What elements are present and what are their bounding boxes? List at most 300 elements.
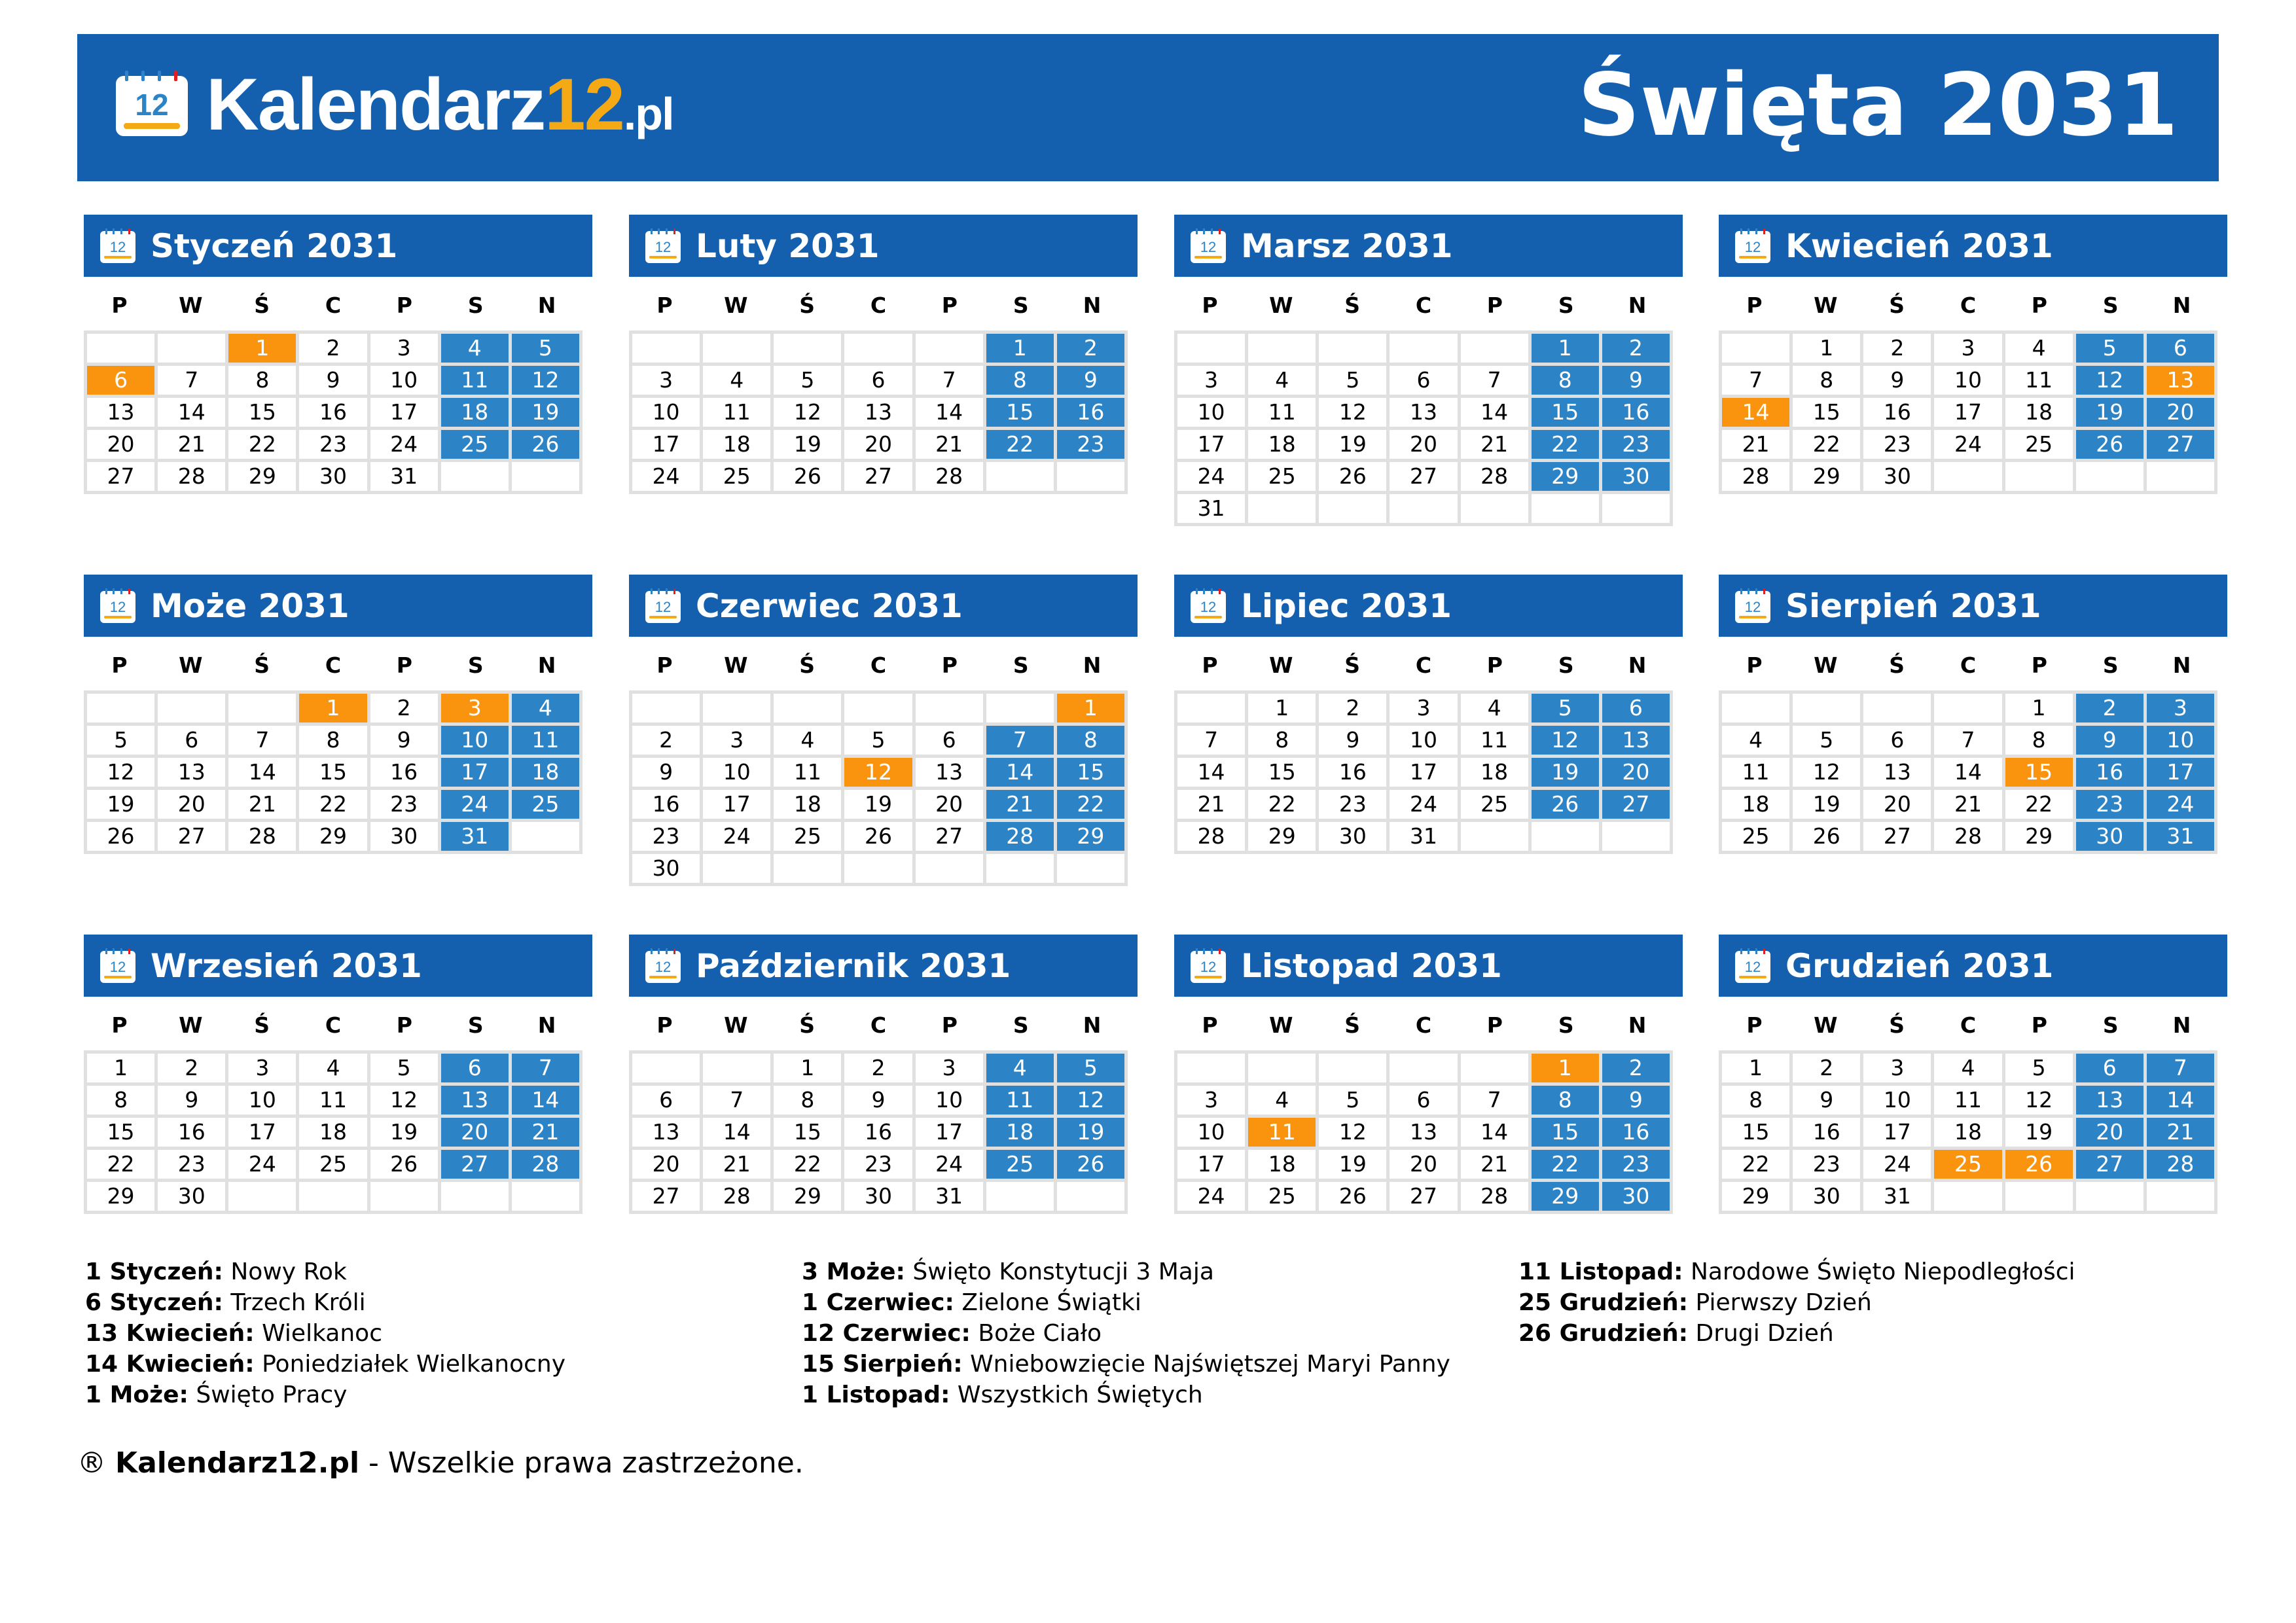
day-cell[interactable]: 4 bbox=[2005, 334, 2073, 363]
weekend-day-cell[interactable]: 8 bbox=[986, 366, 1054, 395]
day-cell[interactable]: 17 bbox=[632, 430, 700, 459]
day-cell[interactable]: 29 bbox=[1722, 1182, 1789, 1211]
day-cell[interactable]: 11 bbox=[703, 398, 770, 427]
weekend-day-cell[interactable]: 19 bbox=[1532, 758, 1599, 787]
day-cell[interactable]: 16 bbox=[844, 1118, 912, 1147]
day-cell[interactable]: 12 bbox=[2005, 1086, 2073, 1115]
day-cell[interactable]: 26 bbox=[844, 822, 912, 851]
day-cell[interactable]: 7 bbox=[1934, 726, 2001, 755]
day-cell[interactable]: 27 bbox=[916, 822, 983, 851]
day-cell[interactable]: 6 bbox=[844, 366, 912, 395]
weekend-day-cell[interactable]: 2 bbox=[1602, 334, 1670, 363]
weekend-day-cell[interactable]: 8 bbox=[1532, 1086, 1599, 1115]
day-cell[interactable]: 15 bbox=[774, 1118, 841, 1147]
day-cell[interactable]: 6 bbox=[916, 726, 983, 755]
weekend-day-cell[interactable]: 1 bbox=[986, 334, 1054, 363]
weekend-day-cell[interactable]: 12 bbox=[1532, 726, 1599, 755]
day-cell[interactable]: 14 bbox=[703, 1118, 770, 1147]
day-cell[interactable]: 13 bbox=[844, 398, 912, 427]
day-cell[interactable]: 11 bbox=[2005, 366, 2073, 395]
day-cell[interactable]: 9 bbox=[1319, 726, 1386, 755]
weekend-day-cell[interactable]: 23 bbox=[1057, 430, 1124, 459]
day-cell[interactable]: 4 bbox=[774, 726, 841, 755]
weekend-day-cell[interactable]: 14 bbox=[512, 1086, 579, 1115]
day-cell[interactable]: 6 bbox=[1390, 366, 1457, 395]
day-cell[interactable]: 14 bbox=[916, 398, 983, 427]
day-cell[interactable]: 31 bbox=[1863, 1182, 1931, 1211]
day-cell[interactable]: 30 bbox=[370, 822, 438, 851]
day-cell[interactable]: 11 bbox=[1248, 398, 1316, 427]
day-cell[interactable]: 4 bbox=[703, 366, 770, 395]
day-cell[interactable]: 1 bbox=[2005, 694, 2073, 722]
day-cell[interactable]: 19 bbox=[1793, 790, 1860, 819]
day-cell[interactable]: 2 bbox=[632, 726, 700, 755]
day-cell[interactable]: 9 bbox=[1793, 1086, 1860, 1115]
day-cell[interactable]: 9 bbox=[299, 366, 367, 395]
weekend-day-cell[interactable]: 31 bbox=[441, 822, 509, 851]
day-cell[interactable]: 7 bbox=[158, 366, 225, 395]
day-cell[interactable]: 14 bbox=[1461, 1118, 1528, 1147]
day-cell[interactable]: 13 bbox=[632, 1118, 700, 1147]
day-cell[interactable]: 16 bbox=[1793, 1118, 1860, 1147]
weekend-day-cell[interactable]: 13 bbox=[1602, 726, 1670, 755]
holiday-day-cell[interactable]: 11 bbox=[1248, 1118, 1316, 1147]
weekend-day-cell[interactable]: 25 bbox=[441, 430, 509, 459]
day-cell[interactable]: 8 bbox=[1722, 1086, 1789, 1115]
day-cell[interactable]: 28 bbox=[228, 822, 296, 851]
day-cell[interactable]: 21 bbox=[1934, 790, 2001, 819]
day-cell[interactable]: 11 bbox=[1934, 1086, 2001, 1115]
day-cell[interactable]: 21 bbox=[158, 430, 225, 459]
weekend-day-cell[interactable]: 20 bbox=[2147, 398, 2214, 427]
weekend-day-cell[interactable]: 15 bbox=[1532, 398, 1599, 427]
weekend-day-cell[interactable]: 4 bbox=[512, 694, 579, 722]
day-cell[interactable]: 4 bbox=[1248, 1086, 1316, 1115]
weekend-day-cell[interactable]: 11 bbox=[986, 1086, 1054, 1115]
day-cell[interactable]: 8 bbox=[299, 726, 367, 755]
day-cell[interactable]: 4 bbox=[1722, 726, 1789, 755]
day-cell[interactable]: 28 bbox=[703, 1182, 770, 1211]
day-cell[interactable]: 11 bbox=[774, 758, 841, 787]
weekend-day-cell[interactable]: 2 bbox=[2076, 694, 2144, 722]
day-cell[interactable]: 29 bbox=[2005, 822, 2073, 851]
day-cell[interactable]: 10 bbox=[1934, 366, 2001, 395]
day-cell[interactable]: 17 bbox=[916, 1118, 983, 1147]
day-cell[interactable]: 5 bbox=[1319, 1086, 1386, 1115]
day-cell[interactable]: 12 bbox=[1319, 398, 1386, 427]
day-cell[interactable]: 24 bbox=[370, 430, 438, 459]
weekend-day-cell[interactable]: 27 bbox=[2147, 430, 2214, 459]
weekend-day-cell[interactable]: 7 bbox=[2147, 1054, 2214, 1082]
day-cell[interactable]: 10 bbox=[1177, 1118, 1245, 1147]
weekend-day-cell[interactable]: 12 bbox=[2076, 366, 2144, 395]
day-cell[interactable]: 29 bbox=[87, 1182, 154, 1211]
weekend-day-cell[interactable]: 9 bbox=[1057, 366, 1124, 395]
weekend-day-cell[interactable]: 5 bbox=[2076, 334, 2144, 363]
weekend-day-cell[interactable]: 17 bbox=[2147, 758, 2214, 787]
day-cell[interactable]: 29 bbox=[228, 462, 296, 491]
day-cell[interactable]: 18 bbox=[1722, 790, 1789, 819]
holiday-day-cell[interactable]: 14 bbox=[1722, 398, 1789, 427]
day-cell[interactable]: 5 bbox=[1319, 366, 1386, 395]
day-cell[interactable]: 17 bbox=[370, 398, 438, 427]
weekend-day-cell[interactable]: 23 bbox=[2076, 790, 2144, 819]
day-cell[interactable]: 1 bbox=[774, 1054, 841, 1082]
day-cell[interactable]: 21 bbox=[1722, 430, 1789, 459]
day-cell[interactable]: 24 bbox=[1390, 790, 1457, 819]
weekend-day-cell[interactable]: 4 bbox=[986, 1054, 1054, 1082]
day-cell[interactable]: 23 bbox=[299, 430, 367, 459]
day-cell[interactable]: 27 bbox=[1863, 822, 1931, 851]
weekend-day-cell[interactable]: 6 bbox=[2147, 334, 2214, 363]
footer-brand[interactable]: Kalendarz12.pl bbox=[115, 1446, 360, 1480]
day-cell[interactable]: 22 bbox=[2005, 790, 2073, 819]
weekend-day-cell[interactable]: 5 bbox=[1057, 1054, 1124, 1082]
day-cell[interactable]: 7 bbox=[1461, 366, 1528, 395]
day-cell[interactable]: 10 bbox=[1863, 1086, 1931, 1115]
day-cell[interactable]: 11 bbox=[1461, 726, 1528, 755]
day-cell[interactable]: 14 bbox=[1461, 398, 1528, 427]
day-cell[interactable]: 24 bbox=[1863, 1150, 1931, 1179]
weekend-day-cell[interactable]: 28 bbox=[2147, 1150, 2214, 1179]
holiday-day-cell[interactable]: 13 bbox=[2147, 366, 2214, 395]
day-cell[interactable]: 4 bbox=[1248, 366, 1316, 395]
day-cell[interactable]: 16 bbox=[1863, 398, 1931, 427]
day-cell[interactable]: 27 bbox=[844, 462, 912, 491]
day-cell[interactable]: 2 bbox=[1319, 694, 1386, 722]
weekend-day-cell[interactable]: 7 bbox=[986, 726, 1054, 755]
day-cell[interactable]: 24 bbox=[1177, 1182, 1245, 1211]
weekend-day-cell[interactable]: 21 bbox=[2147, 1118, 2214, 1147]
weekend-day-cell[interactable]: 29 bbox=[1057, 822, 1124, 851]
day-cell[interactable]: 19 bbox=[2005, 1118, 2073, 1147]
weekend-day-cell[interactable]: 1 bbox=[1532, 334, 1599, 363]
day-cell[interactable]: 3 bbox=[703, 726, 770, 755]
weekend-day-cell[interactable]: 14 bbox=[2147, 1086, 2214, 1115]
day-cell[interactable]: 31 bbox=[1177, 494, 1245, 523]
weekend-day-cell[interactable]: 6 bbox=[441, 1054, 509, 1082]
weekend-day-cell[interactable]: 28 bbox=[512, 1150, 579, 1179]
day-cell[interactable]: 12 bbox=[1319, 1118, 1386, 1147]
day-cell[interactable]: 5 bbox=[774, 366, 841, 395]
day-cell[interactable]: 14 bbox=[1934, 758, 2001, 787]
holiday-day-cell[interactable]: 12 bbox=[844, 758, 912, 787]
holiday-day-cell[interactable]: 15 bbox=[2005, 758, 2073, 787]
day-cell[interactable]: 15 bbox=[1248, 758, 1316, 787]
day-cell[interactable]: 24 bbox=[228, 1150, 296, 1179]
day-cell[interactable]: 10 bbox=[370, 366, 438, 395]
weekend-day-cell[interactable]: 18 bbox=[512, 758, 579, 787]
day-cell[interactable]: 10 bbox=[1177, 398, 1245, 427]
weekend-day-cell[interactable]: 13 bbox=[441, 1086, 509, 1115]
day-cell[interactable]: 4 bbox=[1934, 1054, 2001, 1082]
weekend-day-cell[interactable]: 11 bbox=[512, 726, 579, 755]
day-cell[interactable]: 20 bbox=[1390, 430, 1457, 459]
weekend-day-cell[interactable]: 22 bbox=[1532, 430, 1599, 459]
weekend-day-cell[interactable]: 24 bbox=[2147, 790, 2214, 819]
day-cell[interactable]: 9 bbox=[370, 726, 438, 755]
site-logo[interactable] bbox=[113, 63, 673, 145]
day-cell[interactable]: 25 bbox=[774, 822, 841, 851]
weekend-day-cell[interactable]: 9 bbox=[2076, 726, 2144, 755]
weekend-day-cell[interactable]: 20 bbox=[2076, 1118, 2144, 1147]
weekend-day-cell[interactable]: 20 bbox=[1602, 758, 1670, 787]
day-cell[interactable]: 29 bbox=[299, 822, 367, 851]
day-cell[interactable]: 21 bbox=[1177, 790, 1245, 819]
weekend-day-cell[interactable]: 22 bbox=[986, 430, 1054, 459]
day-cell[interactable]: 15 bbox=[228, 398, 296, 427]
day-cell[interactable]: 10 bbox=[1390, 726, 1457, 755]
day-cell[interactable]: 30 bbox=[1793, 1182, 1860, 1211]
day-cell[interactable]: 3 bbox=[1177, 1086, 1245, 1115]
day-cell[interactable]: 31 bbox=[916, 1182, 983, 1211]
day-cell[interactable]: 19 bbox=[370, 1118, 438, 1147]
day-cell[interactable]: 23 bbox=[1793, 1150, 1860, 1179]
day-cell[interactable]: 13 bbox=[1863, 758, 1931, 787]
day-cell[interactable]: 10 bbox=[916, 1086, 983, 1115]
day-cell[interactable]: 25 bbox=[2005, 430, 2073, 459]
day-cell[interactable]: 15 bbox=[1793, 398, 1860, 427]
day-cell[interactable]: 12 bbox=[370, 1086, 438, 1115]
day-cell[interactable]: 25 bbox=[1248, 1182, 1316, 1211]
day-cell[interactable]: 20 bbox=[632, 1150, 700, 1179]
day-cell[interactable]: 23 bbox=[1863, 430, 1931, 459]
day-cell[interactable]: 19 bbox=[1319, 1150, 1386, 1179]
weekend-day-cell[interactable]: 18 bbox=[441, 398, 509, 427]
day-cell[interactable]: 16 bbox=[632, 790, 700, 819]
weekend-day-cell[interactable]: 16 bbox=[2076, 758, 2144, 787]
day-cell[interactable]: 17 bbox=[1934, 398, 2001, 427]
weekend-day-cell[interactable]: 4 bbox=[441, 334, 509, 363]
day-cell[interactable]: 28 bbox=[916, 462, 983, 491]
day-cell[interactable]: 25 bbox=[299, 1150, 367, 1179]
day-cell[interactable]: 24 bbox=[1934, 430, 2001, 459]
day-cell[interactable]: 30 bbox=[844, 1182, 912, 1211]
day-cell[interactable]: 20 bbox=[844, 430, 912, 459]
day-cell[interactable]: 17 bbox=[1177, 430, 1245, 459]
weekend-day-cell[interactable]: 18 bbox=[986, 1118, 1054, 1147]
day-cell[interactable]: 4 bbox=[299, 1054, 367, 1082]
day-cell[interactable]: 2 bbox=[158, 1054, 225, 1082]
day-cell[interactable]: 10 bbox=[228, 1086, 296, 1115]
day-cell[interactable]: 14 bbox=[1177, 758, 1245, 787]
day-cell[interactable]: 23 bbox=[632, 822, 700, 851]
day-cell[interactable]: 23 bbox=[1319, 790, 1386, 819]
day-cell[interactable]: 9 bbox=[844, 1086, 912, 1115]
weekend-day-cell[interactable]: 27 bbox=[2076, 1150, 2144, 1179]
day-cell[interactable]: 7 bbox=[916, 366, 983, 395]
weekend-day-cell[interactable]: 24 bbox=[441, 790, 509, 819]
day-cell[interactable]: 31 bbox=[370, 462, 438, 491]
day-cell[interactable]: 1 bbox=[1248, 694, 1316, 722]
weekend-day-cell[interactable]: 2 bbox=[1602, 1054, 1670, 1082]
day-cell[interactable]: 21 bbox=[916, 430, 983, 459]
weekend-day-cell[interactable]: 8 bbox=[1532, 366, 1599, 395]
weekend-day-cell[interactable]: 2 bbox=[1057, 334, 1124, 363]
weekend-day-cell[interactable]: 19 bbox=[512, 398, 579, 427]
day-cell[interactable]: 9 bbox=[632, 758, 700, 787]
day-cell[interactable]: 23 bbox=[844, 1150, 912, 1179]
day-cell[interactable]: 20 bbox=[87, 430, 154, 459]
day-cell[interactable]: 30 bbox=[632, 854, 700, 883]
day-cell[interactable]: 14 bbox=[158, 398, 225, 427]
day-cell[interactable]: 29 bbox=[1248, 822, 1316, 851]
day-cell[interactable]: 26 bbox=[370, 1150, 438, 1179]
weekend-day-cell[interactable]: 9 bbox=[1602, 366, 1670, 395]
day-cell[interactable]: 8 bbox=[2005, 726, 2073, 755]
day-cell[interactable]: 24 bbox=[632, 462, 700, 491]
day-cell[interactable]: 8 bbox=[87, 1086, 154, 1115]
day-cell[interactable]: 28 bbox=[1461, 462, 1528, 491]
day-cell[interactable]: 3 bbox=[1863, 1054, 1931, 1082]
weekend-day-cell[interactable]: 25 bbox=[986, 1150, 1054, 1179]
day-cell[interactable]: 21 bbox=[1461, 1150, 1528, 1179]
weekend-day-cell[interactable]: 6 bbox=[2076, 1054, 2144, 1082]
day-cell[interactable]: 6 bbox=[158, 726, 225, 755]
day-cell[interactable]: 14 bbox=[228, 758, 296, 787]
day-cell[interactable]: 9 bbox=[1863, 366, 1931, 395]
day-cell[interactable]: 24 bbox=[1177, 462, 1245, 491]
holiday-day-cell[interactable]: 6 bbox=[87, 366, 154, 395]
day-cell[interactable]: 25 bbox=[703, 462, 770, 491]
day-cell[interactable]: 7 bbox=[1177, 726, 1245, 755]
day-cell[interactable]: 30 bbox=[1863, 462, 1931, 491]
day-cell[interactable]: 3 bbox=[228, 1054, 296, 1082]
day-cell[interactable]: 28 bbox=[1461, 1182, 1528, 1211]
day-cell[interactable]: 22 bbox=[1248, 790, 1316, 819]
weekend-day-cell[interactable]: 19 bbox=[2076, 398, 2144, 427]
day-cell[interactable]: 5 bbox=[1793, 726, 1860, 755]
day-cell[interactable]: 22 bbox=[87, 1150, 154, 1179]
holiday-day-cell[interactable]: 26 bbox=[2005, 1150, 2073, 1179]
weekend-day-cell[interactable]: 5 bbox=[1532, 694, 1599, 722]
weekend-day-cell[interactable]: 10 bbox=[441, 726, 509, 755]
day-cell[interactable]: 27 bbox=[1390, 1182, 1457, 1211]
weekend-day-cell[interactable]: 15 bbox=[986, 398, 1054, 427]
day-cell[interactable]: 13 bbox=[87, 398, 154, 427]
day-cell[interactable]: 12 bbox=[1793, 758, 1860, 787]
day-cell[interactable]: 16 bbox=[299, 398, 367, 427]
day-cell[interactable]: 20 bbox=[1390, 1150, 1457, 1179]
day-cell[interactable]: 5 bbox=[370, 1054, 438, 1082]
weekend-day-cell[interactable]: 22 bbox=[1057, 790, 1124, 819]
weekend-day-cell[interactable]: 10 bbox=[2147, 726, 2214, 755]
day-cell[interactable]: 12 bbox=[87, 758, 154, 787]
day-cell[interactable]: 30 bbox=[299, 462, 367, 491]
weekend-day-cell[interactable]: 30 bbox=[2076, 822, 2144, 851]
weekend-day-cell[interactable]: 12 bbox=[512, 366, 579, 395]
weekend-day-cell[interactable]: 21 bbox=[986, 790, 1054, 819]
day-cell[interactable]: 11 bbox=[299, 1086, 367, 1115]
weekend-day-cell[interactable]: 14 bbox=[986, 758, 1054, 787]
weekend-day-cell[interactable]: 8 bbox=[1057, 726, 1124, 755]
day-cell[interactable]: 3 bbox=[916, 1054, 983, 1082]
day-cell[interactable]: 5 bbox=[844, 726, 912, 755]
day-cell[interactable]: 3 bbox=[1934, 334, 2001, 363]
weekend-day-cell[interactable]: 17 bbox=[441, 758, 509, 787]
day-cell[interactable]: 22 bbox=[774, 1150, 841, 1179]
day-cell[interactable]: 6 bbox=[632, 1086, 700, 1115]
day-cell[interactable]: 23 bbox=[158, 1150, 225, 1179]
day-cell[interactable]: 2 bbox=[1793, 1054, 1860, 1082]
day-cell[interactable]: 17 bbox=[1863, 1118, 1931, 1147]
day-cell[interactable]: 18 bbox=[1461, 758, 1528, 787]
day-cell[interactable]: 23 bbox=[370, 790, 438, 819]
holiday-day-cell[interactable]: 1 bbox=[228, 334, 296, 363]
day-cell[interactable]: 25 bbox=[1248, 462, 1316, 491]
weekend-day-cell[interactable]: 7 bbox=[512, 1054, 579, 1082]
day-cell[interactable]: 24 bbox=[703, 822, 770, 851]
day-cell[interactable]: 7 bbox=[228, 726, 296, 755]
weekend-day-cell[interactable]: 31 bbox=[2147, 822, 2214, 851]
weekend-day-cell[interactable]: 25 bbox=[512, 790, 579, 819]
day-cell[interactable]: 7 bbox=[1722, 366, 1789, 395]
weekend-day-cell[interactable]: 26 bbox=[512, 430, 579, 459]
weekend-day-cell[interactable]: 19 bbox=[1057, 1118, 1124, 1147]
day-cell[interactable]: 26 bbox=[1319, 462, 1386, 491]
day-cell[interactable]: 7 bbox=[703, 1086, 770, 1115]
day-cell[interactable]: 24 bbox=[916, 1150, 983, 1179]
day-cell[interactable]: 21 bbox=[703, 1150, 770, 1179]
weekend-day-cell[interactable]: 11 bbox=[441, 366, 509, 395]
day-cell[interactable]: 16 bbox=[158, 1118, 225, 1147]
weekend-day-cell[interactable]: 30 bbox=[1602, 462, 1670, 491]
day-cell[interactable]: 3 bbox=[632, 366, 700, 395]
weekend-day-cell[interactable]: 26 bbox=[1057, 1150, 1124, 1179]
day-cell[interactable]: 22 bbox=[1793, 430, 1860, 459]
weekend-day-cell[interactable]: 9 bbox=[1602, 1086, 1670, 1115]
weekend-day-cell[interactable]: 3 bbox=[2147, 694, 2214, 722]
day-cell[interactable]: 13 bbox=[916, 758, 983, 787]
day-cell[interactable]: 17 bbox=[703, 790, 770, 819]
weekend-day-cell[interactable]: 27 bbox=[1602, 790, 1670, 819]
weekend-day-cell[interactable]: 26 bbox=[2076, 430, 2144, 459]
day-cell[interactable]: 9 bbox=[158, 1086, 225, 1115]
day-cell[interactable]: 2 bbox=[844, 1054, 912, 1082]
day-cell[interactable]: 15 bbox=[87, 1118, 154, 1147]
weekend-day-cell[interactable]: 23 bbox=[1602, 430, 1670, 459]
day-cell[interactable]: 19 bbox=[774, 430, 841, 459]
holiday-day-cell[interactable]: 1 bbox=[1532, 1054, 1599, 1082]
day-cell[interactable]: 6 bbox=[1390, 1086, 1457, 1115]
day-cell[interactable]: 3 bbox=[1390, 694, 1457, 722]
day-cell[interactable]: 16 bbox=[1319, 758, 1386, 787]
day-cell[interactable]: 1 bbox=[1793, 334, 1860, 363]
day-cell[interactable]: 1 bbox=[1722, 1054, 1789, 1082]
day-cell[interactable]: 21 bbox=[1461, 430, 1528, 459]
day-cell[interactable]: 11 bbox=[1722, 758, 1789, 787]
day-cell[interactable]: 2 bbox=[299, 334, 367, 363]
weekend-day-cell[interactable]: 15 bbox=[1057, 758, 1124, 787]
day-cell[interactable]: 16 bbox=[370, 758, 438, 787]
day-cell[interactable]: 21 bbox=[228, 790, 296, 819]
day-cell[interactable]: 25 bbox=[1461, 790, 1528, 819]
day-cell[interactable]: 26 bbox=[87, 822, 154, 851]
day-cell[interactable]: 22 bbox=[299, 790, 367, 819]
day-cell[interactable]: 4 bbox=[1461, 694, 1528, 722]
weekend-day-cell[interactable]: 5 bbox=[512, 334, 579, 363]
day-cell[interactable]: 19 bbox=[87, 790, 154, 819]
day-cell[interactable]: 19 bbox=[1319, 430, 1386, 459]
day-cell[interactable]: 2 bbox=[1863, 334, 1931, 363]
day-cell[interactable]: 28 bbox=[158, 462, 225, 491]
day-cell[interactable]: 13 bbox=[1390, 1118, 1457, 1147]
weekend-day-cell[interactable]: 15 bbox=[1532, 1118, 1599, 1147]
weekend-day-cell[interactable]: 22 bbox=[1532, 1150, 1599, 1179]
day-cell[interactable]: 22 bbox=[228, 430, 296, 459]
day-cell[interactable]: 28 bbox=[1177, 822, 1245, 851]
day-cell[interactable]: 17 bbox=[1390, 758, 1457, 787]
